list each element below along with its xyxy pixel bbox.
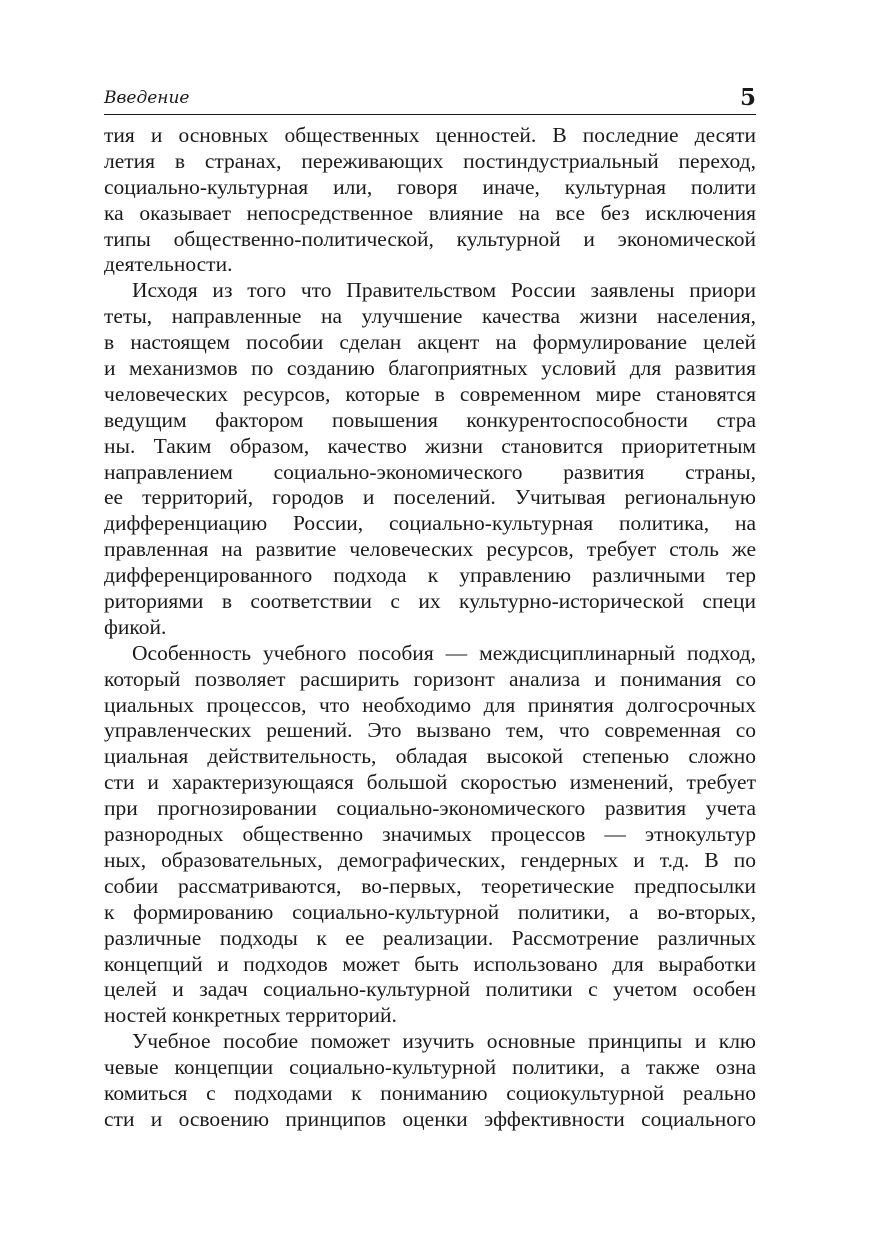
text-line: чевые концепции социально-культурной политики, а также озна <box>104 1055 756 1080</box>
text-line: фикой. <box>104 614 167 639</box>
text-line: риториями в соответствии с их культурно-исторической специ <box>104 589 756 614</box>
text-line: к формированию социально-культурной политики, а во-вторых, <box>104 899 756 924</box>
text-line: тия и основных общественных ценностей. В последние десяти <box>104 123 756 147</box>
text-line: ных, образовательных, демографических, гендерных и т.д. В по <box>104 847 756 872</box>
text-line: сти и характеризующаяся большой скоростью изменений, требует <box>104 770 756 795</box>
text-line: деятельности. <box>104 252 233 277</box>
text-line: собии рассматриваются, во-первых, теоретические предпосылки <box>104 873 756 898</box>
text-line: целей и задач социально-культурной политики с учетом особен <box>104 977 756 1002</box>
text-line: и механизмов по созданию благоприятных условий для развития <box>104 356 756 381</box>
text-line: человеческих ресурсов, которые в современном мире становятся <box>104 381 756 406</box>
header-rule <box>104 114 756 115</box>
text-line: правленная на развитие человеческих ресурсов, требует столь же <box>104 537 756 562</box>
text-line: ее территорий, городов и поселений. Учитывая региональную <box>104 485 756 510</box>
running-title: Введение <box>104 88 190 108</box>
text-line: который позволяет расширить горизонт анализа и понимания со <box>104 666 756 691</box>
text-line: управленческих решений. Это вызвано тем, что современная со <box>104 718 756 743</box>
text-line: теты, направленные на улучшение качества жизни населения, <box>104 304 756 329</box>
text-line: ностей конкретных территорий. <box>104 1003 397 1028</box>
text-line: направлением социально-экономического развития страны, <box>104 459 756 484</box>
text-line: концепций и подходов может быть использовано для выработки <box>104 951 756 976</box>
text-line: разнородных общественно значимых процессов — этнокультур <box>104 822 756 847</box>
text-line: типы общественно-политической, культурной и экономической <box>104 226 756 251</box>
text-line: при прогнозировании социально-экономического развития учета <box>104 796 756 821</box>
page-number: 5 <box>739 84 756 111</box>
text-line: комиться с подходами к пониманию социокультурной реально <box>104 1080 756 1105</box>
text-line: ны. Таким образом, качество жизни становится приоритетным <box>104 433 756 458</box>
text-line: дифференцированного подхода к управлению различными тер <box>104 563 756 588</box>
paragraph-first-line: Учебное пособие поможет изучить основные принципы и клю <box>132 1029 756 1054</box>
body-text <box>104 123 756 1133</box>
text-line: летия в странах, переживающих постиндустриальный переход, <box>104 148 756 173</box>
text-line: различные подходы к ее реализации. Рассмотрение различных <box>104 925 756 950</box>
running-header <box>104 80 756 114</box>
text-line: сти и освоению принципов оценки эффективности социального <box>104 1106 756 1131</box>
text-line: ка оказывает непосредственное влияние на все без исключения <box>104 200 756 225</box>
text-line: социально-культурная или, говоря иначе, культурная полити <box>104 174 756 199</box>
text-line: циальная действительность, обладая высокой степенью сложно <box>104 744 756 769</box>
text-line: циальных процессов, что необходимо для принятия долгосрочных <box>104 692 756 717</box>
text-line: дифференциацию России, социально-культурная политика, на <box>104 511 756 536</box>
paragraph-first-line: Особенность учебного пособия — междисциплинарный подход, <box>132 640 756 665</box>
text-line: в настоящем пособии сделан акцент на формулирование целей <box>104 330 756 355</box>
paragraph-first-line: Исходя из того что Правительством России заявлены приори <box>132 278 756 303</box>
text-line: ведущим фактором повышения конкурентоспособности стра <box>104 407 756 432</box>
